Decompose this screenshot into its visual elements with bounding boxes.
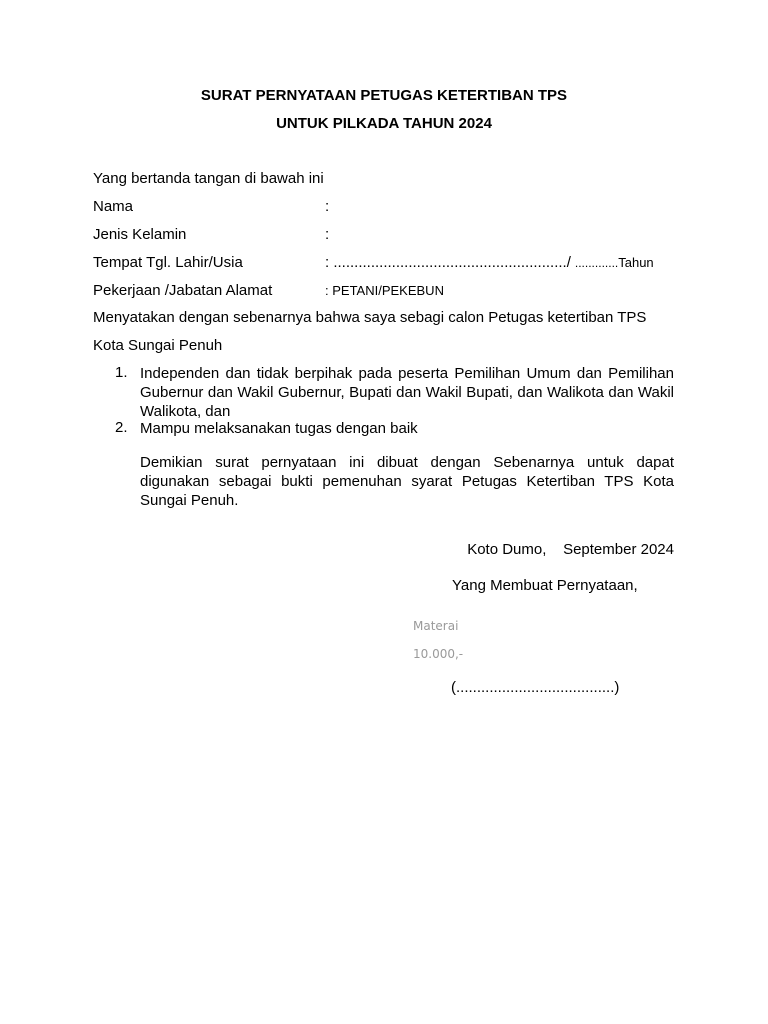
list-item-number: 2. — [115, 419, 128, 436]
document-subtitle: UNTUK PILKADA TAHUN 2024 — [276, 115, 492, 132]
document-title: SURAT PERNYATAAN PETUGAS KETERTIBAN TPS — [200, 87, 568, 104]
field-value-pekerjaan: : PETANI/PEKEBUN — [325, 283, 444, 298]
list-item-text: Mampu melaksanakan tugas dengan baik — [140, 420, 418, 437]
list-item-number: 1. — [115, 364, 128, 381]
signature-line: (......................................) — [451, 679, 620, 696]
intro-text: Yang bertanda tangan di bawah ini — [93, 170, 324, 187]
statement-line-2: Kota Sungai Penuh — [93, 337, 223, 354]
place-date-text: Koto Dumo, September 2024 — [467, 541, 674, 558]
field-value-jenis-kelamin: : — [325, 226, 330, 243]
field-label-jenis-kelamin: Jenis Kelamin — [93, 226, 187, 243]
closing-paragraph — [140, 453, 674, 510]
statement-line-1: Menyatakan dengan sebenarnya bahwa saya sebagi calon Petugas ketertiban TPS — [93, 309, 647, 326]
place-date — [467, 541, 674, 558]
field-label-nama: Nama — [93, 198, 134, 215]
materai-label: Materai — [413, 619, 459, 633]
list-item-text: Independen dan tidak berpihak pada peserta Pemilihan Umum dan Pemilihan Gubernur dan Wakil Gubernur, Bupati dan Wakil Bupati, dan Walikota dan Wakil Walikota, dan — [140, 365, 674, 420]
field-value-ttl — [325, 254, 654, 271]
field-label-pekerjaan: Pekerjaan /Jabatan Alamat — [93, 282, 273, 299]
closing-text: Demikian surat pernyataan ini dibuat dengan Sebenarnya untuk dapat digunakan sebagai bukti pemenuhan syarat Petugas Ketertiban TPS Kota Sungai Penuh. — [140, 454, 674, 509]
field-value-ttl-unit: Tahun — [618, 255, 654, 270]
field-value-ttl-dots: : ......................................................../ — [325, 254, 571, 271]
field-label-ttl: Tempat Tgl. Lahir/Usia — [93, 254, 243, 271]
materai-value: 10.000,- — [413, 647, 464, 661]
field-value-nama: : — [325, 198, 330, 215]
field-value-ttl-age-dots: ............. — [574, 256, 619, 270]
signatory-title: Yang Membuat Pernyataan, — [452, 577, 638, 594]
